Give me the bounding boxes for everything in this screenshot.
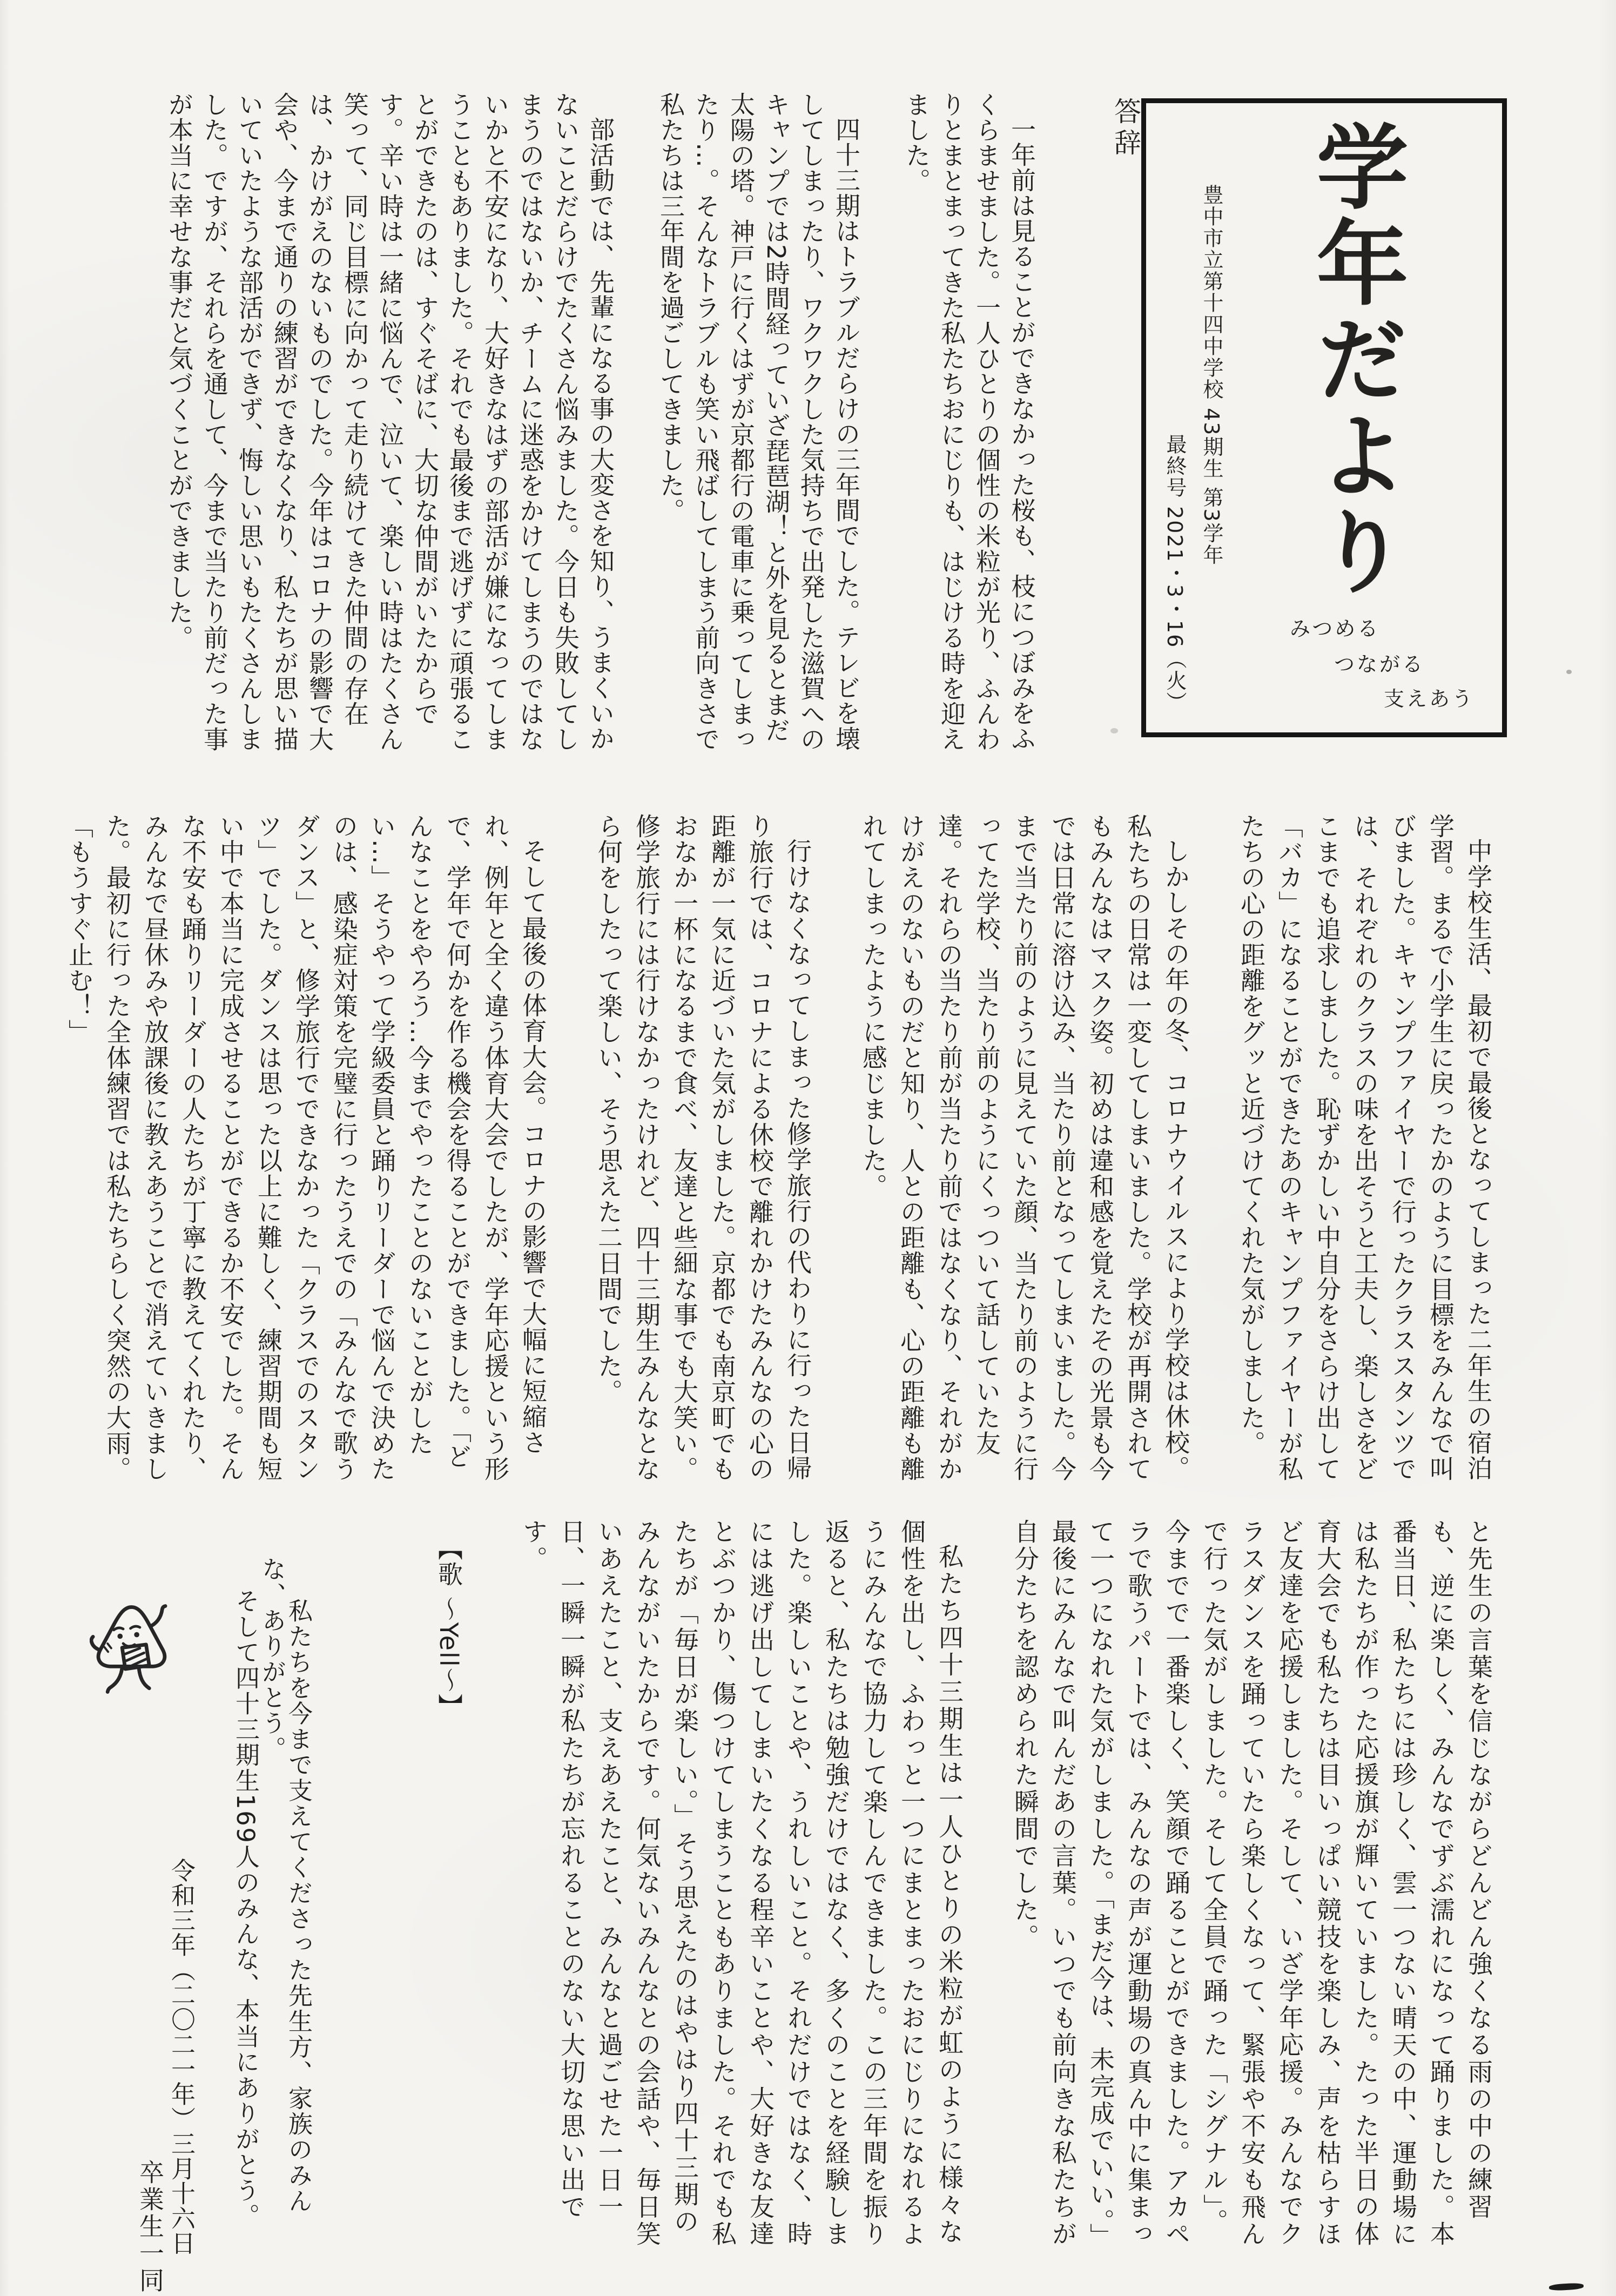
slogan-tsunagaru: つながる [1334, 652, 1425, 676]
school-line: 豊中市立第十四中学校 43期生 第3学年 [1200, 184, 1223, 566]
issue-line: 最終号 2021・3・16（火） [1163, 434, 1187, 713]
signature-line: 卒業生一同 [136, 2159, 165, 2294]
speech-paragraph: 行けなくなってしまった修学旅行の代わりに行った日帰り旅行では、コロナによる休校で離れかけたみんなの心の距離が一気に近づいた気がしました。京都でも南京町でもおなか一杯になるまで食べ、友達と些細な事でも大笑い。修学旅行には行けなかったけれど、四十三期生みんなとなら何をしたって楽しい、そう思えた二日間でした。 [594, 813, 812, 1482]
slogan-sasaeau: 支えあう [1384, 687, 1475, 711]
onigiri-right-leg [139, 1667, 149, 1688]
speech-paragraph: と先生の言葉を信じながらどんどん強くなる雨の中の練習も、逆に楽しく、みんなでずぶ濡れになって踊りました。本番当日、私たちには珍しく、雲一つない晴天の中、運動場には私たちが作った応援旗が輝いていました。たった半日の体育大会でも私たちは目いっぱい競技を楽しみ、声を枯らすほど友達を応援しました。そして、いざ学年応援。みんなでクラスダンスを踊っていたら楽しくなって、緊張や不安も飛んで行った気がしました。そして全員で踊った「シグナル」。今までで一番楽しく、笑顔で踊ることができました。アカペラで歌うパートでは、みんなの声が運動場の真ん中に集まって一つになれた気がしました。「まだ今は、未完成でいい。」最後にみんなで叫んだあの言葉。いつでも前向きな私たちが自分たちを認められた瞬間でした。 [1011, 1519, 1493, 2248]
speech-section-2 [65, 813, 1497, 1483]
scan-speck [1549, 2282, 1584, 2291]
speech-paragraph: そして最後の体育大会。コロナの影響で大幅に短縮され、例年と全く違う体育大会でしたが、学年応援という形で、学年で何かを作る機会を得ることができました。「どんなことをやろう…今までやったことのないことがしたい…」そうやって学級委員と踊りリーダーで悩んで決めたのは、感染症対策を完璧に行ったうえでの「みんなで歌うダンス」と、修学旅行でできなかった「クラスでのスタンツ」でした。ダンスは思った以上に難しく、練習期間も短い中で本当に完成させることができるか不安でした。そんな不安も踊りリーダーの人たちが丁寧に教えてくれたり、みんなで昼休みや放課後に教えあうことで消えていきました。最初に行った全体練習では私たちらしく突然の大雨。「もうすぐ止む！」 [65, 813, 548, 1482]
speech-paragraph: しかしその年の冬、コロナウイルスにより学校は休校。私たちの日常は一変してしまいました。学校が再開されてもみんなはマスク姿。初めは違和感を覚えたその光景も今では日常に溶け込み、当たり前となってしまいました。今まで当たり前のように見えていた顔、当たり前のように行ってた学校、当たり前のようにくっついて話していた友達。それらの当たり前が当たり前ではなくなり、それがかけがえのないものだと知り、人との距離も、心の距離も離れてしまったように感じました。 [859, 813, 1190, 1482]
masthead-box [1141, 98, 1507, 737]
page-label: 答辞 [1110, 97, 1141, 160]
onigiri-right-arm [149, 1606, 165, 1627]
scan-speck [1110, 728, 1118, 733]
song-title-line: 【歌 〜Yell〜】 [434, 1536, 463, 1720]
onigiri-right-eye [134, 1632, 139, 1638]
thanks-line: そして四十三期生169人のみんな、本当にありがとう。 [231, 1588, 260, 2229]
onigiri-mascot-icon [90, 1600, 173, 1714]
speech-section-3 [501, 1519, 1498, 2249]
onigiri-left-eye [117, 1634, 123, 1639]
speech-paragraph: 部活動では、先輩になる事の大変さを知り、うまくいかないことだらけでたくさん悩みました。今日も失敗してしまうのではないか、チームに迷惑をかけてしまうのではないかと不安になり、大好きなはずの部活が嫌になってしまうこともありました。それでも最後まで逃げずに頑張ることができたのは、すぐそばに、大切な仲間がいたからです。辛い時は一緒に悩んで、泣いて、楽しい時はたくさん笑って、同じ目標に向かって走り続けてきた仲間の存在は、かけがえのないものでした。今年はコロナの影響で大会や、今まで通りの練習ができなくなり、私たちが思い描いていたような部活ができず、悔しい思いもたくさんしました。ですが、それらを通して、今まで当たり前だった事が本当に幸せな事だと気づくことができました。 [165, 92, 615, 752]
thanks-line: 私たちを今まで支えてくださった先生方、家族のみんな、ありがとう。 [258, 1557, 313, 2214]
date-line: 令和三年（二〇二一年）三月十六日 [167, 1858, 196, 2255]
scan-speck [1566, 670, 1572, 674]
speech-section-1 [132, 92, 1039, 752]
speech-paragraph: 中学校生活、最初で最後となってしまった二年生の宿泊学習。まるで小学生に戻ったかのように目標をみんなで叫びました。キャンプファイヤーで行ったクラススタンツでは、それぞれのクラスの味を出そうと工夫し、楽しさをどこまでも追求しました。恥ずかしい中自分をさらけ出して「バカ」になることができたあのキャンプファイヤーが私たちの心の距離をグッと近づけてくれた気がしました。 [1237, 813, 1493, 1482]
onigiri-left-leg [107, 1667, 122, 1692]
slogan-mitsumeru: みつめる [1290, 617, 1381, 641]
speech-paragraph: 一年前は見ることができなかった桜も、枝につぼみをふくらませました。一人ひとりの個性の米粒が光り、ふんわりとまとまってきた私たちおにじりも、はじける時を迎えました。 [902, 92, 1036, 752]
speech-paragraph: 四十三期はトラブルだらけの三年間でした。テレビを壊してしまったり、ワクワクした気持ちで出発した滋賀へのキャンプでは2時間経っていざ琵琶湖！と外を見るとまだ太陽の塔。神戸に行くはずが京都行の電車に乗ってしまったり…。そんなトラブルも笑い飛ばしてしまう前向きさで私たちは三年間を過ごしてきました。 [656, 92, 861, 752]
closing-thanks [230, 1557, 312, 2259]
speech-paragraph: 私たち四十三期生は一人ひとりの米粒が虹のように様々な個性を出し、ふわっと一つにまとまったおにじりになれるようにみんなで協力して楽しんできました。この三年間を振り返ると、私たちは勉強だけではなく、多くのことを経験しました。楽しいことや、うれしいこと。それだけではなく、時には逃げ出してしまいたくなる程辛いことや、大好きな友達とぶつかり、傷つけてしまうこともありました。それでも私たちが「毎日が楽しい。」そう思えたのはやはり四十三期のみんながいたからです。何気ないみんなとの会話や、毎日笑いあえたこと、支えあえたこと、みんなと過ごせた一日一日、一瞬一瞬が私たちが忘れることのない大切な思い出です。 [519, 1519, 964, 2248]
newsletter-title: 学年だより [1301, 119, 1409, 600]
